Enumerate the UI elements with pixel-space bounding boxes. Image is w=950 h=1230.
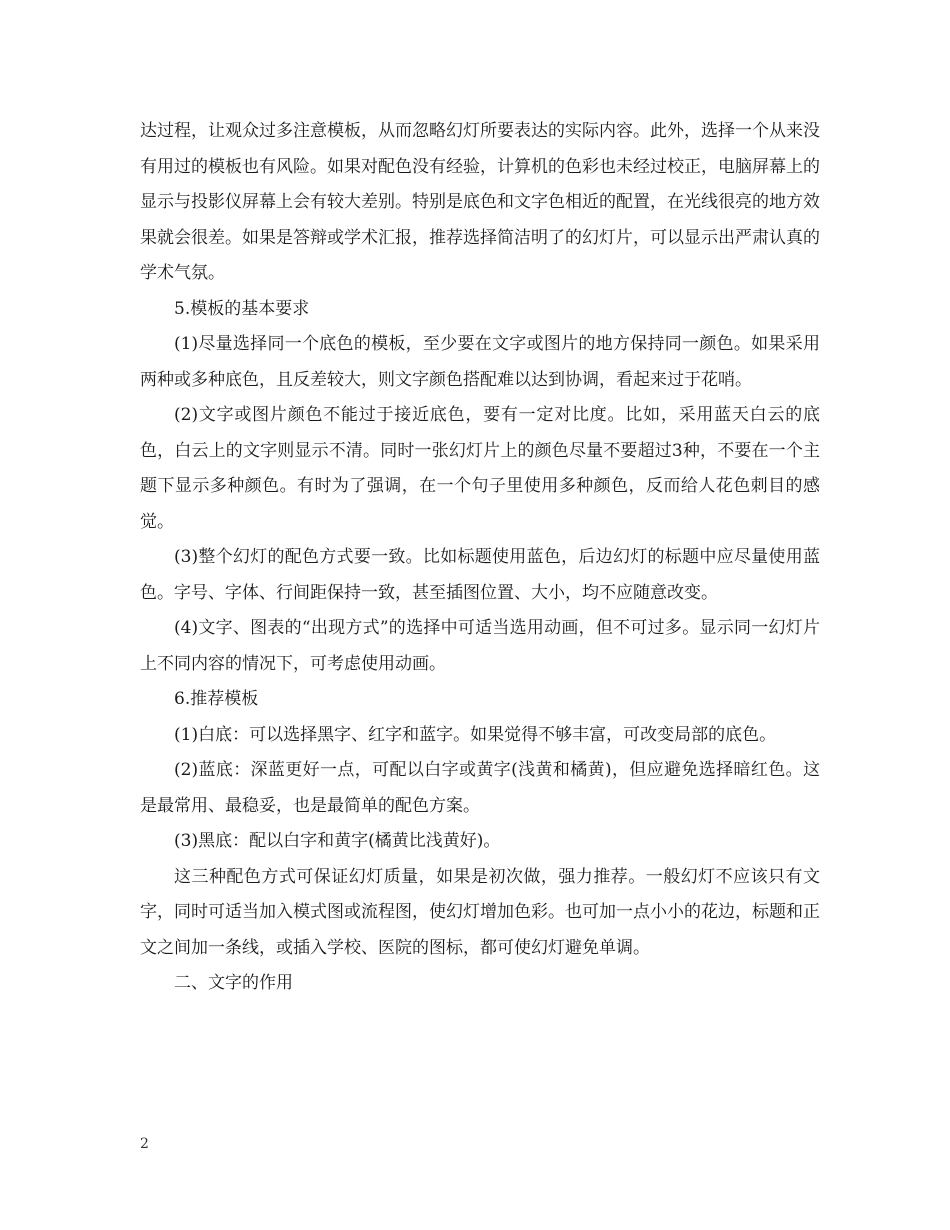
page-number: 2 xyxy=(140,1136,149,1152)
paragraph-requirement-1: (1)尽量选择同一个底色的模板，至少要在文字或图片的地方保持同一颜色。如果采用两种或多种底色，且反差较大，则文字颜色搭配难以达到协调，看起来过于花哨。 xyxy=(140,334,820,390)
section-heading-role-of-text: 二、文字的作用 xyxy=(174,973,293,993)
paragraph-black-background: (3)黑底：配以白字和黄字(橘黄比浅黄好)。 xyxy=(174,831,501,851)
paragraph-continuation: 达过程，让观众过多注意模板，从而忽略幻灯所要表达的实际内容。此外，选择一个从来没有用过的模板也有风险。如果对配色没有经验，计算机的色彩也未经过校正，电脑屏幕上的显示与投影仪屏幕上会有较大差别。特别是底色和文字色相近的配置，在光线很亮的地方效果就会很差。如果是答辩或学术汇报，推荐选择简洁明了的幻灯片，可以显示出严肃认真的学术气氛。 xyxy=(140,121,820,283)
paragraph-blue-background: (2)蓝底：深蓝更好一点，可配以白字或黄字(浅黄和橘黄)，但应避免选择暗红色。这是最常用、最稳妥，也是最简单的配色方案。 xyxy=(140,760,820,816)
paragraph-requirement-3: (3)整个幻灯的配色方式要一致。比如标题使用蓝色，后边幻灯的标题中应尽量使用蓝色。字号、字体、行间距保持一致，甚至插图位置、大小，均不应随意改变。 xyxy=(140,547,820,603)
paragraph-summary: 这三种配色方式可保证幻灯质量，如果是初次做，强力推荐。一般幻灯不应该只有文字，同时可适当加入模式图或流程图，使幻灯增加色彩。也可加一点小小的花边，标题和正文之间加一条线，或插入学校、医院的图标，都可使幻灯避免单调。 xyxy=(140,866,820,958)
section-heading-recommended-templates: 6.推荐模板 xyxy=(174,689,259,709)
section-heading-template-requirements: 5.模板的基本要求 xyxy=(174,298,310,319)
document-body xyxy=(140,114,820,1002)
paragraph-requirement-2: (2)文字或图片颜色不能过于接近底色，要有一定对比度。比如，采用蓝天白云的底色，白云上的文字则显示不清。同时一张幻灯片上的颜色尽量不要超过3种，不要在一个主题下显示多种颜色。有时为了强调，在一个句子里使用多种颜色，反而给人花色刺目的感觉。 xyxy=(140,405,820,532)
paragraph-requirement-4: (4)文字、图表的“出现方式”的选择中可适当选用动画，但不可过多。显示同一幻灯片上不同内容的情况下，可考虑使用动画。 xyxy=(140,618,820,674)
paragraph-white-background: (1)白底：可以选择黑字、红字和蓝字。如果觉得不够丰富，可改变局部的底色。 xyxy=(174,724,777,745)
